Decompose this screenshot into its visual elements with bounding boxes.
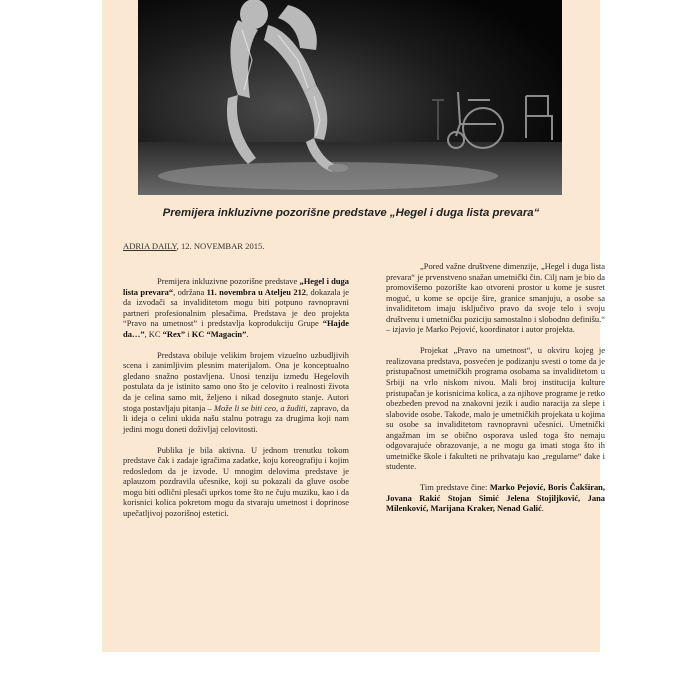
left-paragraph-3: Publika je bila aktivna. U jednom trenutku tokom predstave čak i zadaje igračima zadatke, koju koreografiju i kojim redosledom da je izvode. U mnogim delovima predstave je aplauzom pozdravila učesnike, koji su pokazali da gluve osobe mogu biti odlični plesači uprkos tome što ne čuju muziku, kao i da korisnici kolica pokretom mogu da stvaraju umetnost i doprinose upečatljivoj pozorišnoj estetici. bbox=[123, 444, 349, 518]
right-paragraph-1: „Pored važne društvene dimenzije, „Hegel i duga lista prevara“ je prvenstveno snažan umetnički čin. Cilj nam je bio da promovišemo pozorište kao otvoreni prostor u kome je susret moguć, u kome se opcije šire, granice smanjuju, a osobe sa invaliditetom imaju isključivo pravo da svoje telo i svoju društvenu i umetničku poziciju samostalno i slobodno definišu.“ – izjavio je Marko Pejović, koordinator i autor projekta. bbox=[386, 261, 605, 335]
byline-source[interactable]: ADRIA DAILY bbox=[123, 241, 177, 251]
photo-caption: Premijera inkluzivne pozorišne predstave „Hegel i duga lista prevara“ bbox=[162, 207, 540, 219]
byline-date: , 12. NOVEMBAR 2015. bbox=[176, 241, 265, 251]
stage-photo-graphic bbox=[138, 0, 562, 195]
right-paragraph-2: Projekat „Pravo na umetnost“, u okviru kojeg je realizovana predstava, posvećen je podizanju svesti o tome da je pristupačnost umetničkih programa osobama sa invaliditetom u Srbiji na vrlo niskom nivou. Mali broj institucija kulture pristupačan je korisnicima kolica, a za njihove programe je retko obezbeđen prevod na znakovni jezik i audio naracija za slepe i slabovide osobe. Takođe, malo je umetničkih projekata u kojima su osobe sa invaliditetom ravnopravni učesnici. Umetnički angažman im se obično osporava usled toga što nemaju odgovarajuće obrazovanje, a ne mogu ga imati stoga što ih umetničke škole i fakulteti ne prihvataju kao „regularne“ đake i studente. bbox=[386, 345, 605, 472]
byline bbox=[123, 241, 265, 251]
left-paragraph-2: Predstava obiluje velikim brojem vizuelno uzbudljivih scena i zanimljivim plesnim materijalom. Ona je konceptualno gledano snažno postavljena. Unosi tenziju između Hegelovih postulata da je istinito samo ono što je celovito i realnosti života da je celina samo mit, željeno i nikad dosegnuto stanje. Autori stoga postavljaju pitanja – Može li se biti ceo, a žuditi, zapravo, da li ideja o celini ukida našu stalnu potragu za drugima koji nam jedini mogu doneti doživljaj celovitosti. bbox=[123, 349, 349, 434]
left-column bbox=[123, 276, 349, 529]
stage-photo bbox=[138, 0, 562, 195]
right-column bbox=[386, 261, 605, 525]
team-paragraph: Tim predstave čine: Marko Pejović, Boris Čakširan, Jovana Rakić Stojan Simić Jelena Stojiljković, Jana Milenković, Marijana Kraker, Nenad Galić. bbox=[386, 482, 605, 514]
left-paragraph-1: Premijera inkluzivne pozorišne predstave „Hegel i duga lista prevara“, održana 11. novembra u Ateljeu 212, dokazala je da izvođači sa invaliditetom mogu biti potpuno ravnopravni partneri profesionalnim plesačima. Predstava je deo projekta “Pravo na umetnost” i predstavlja koprodukciju Grupe “Hajde da…”, KC “Rex” i KC “Magacin”. bbox=[123, 276, 350, 339]
